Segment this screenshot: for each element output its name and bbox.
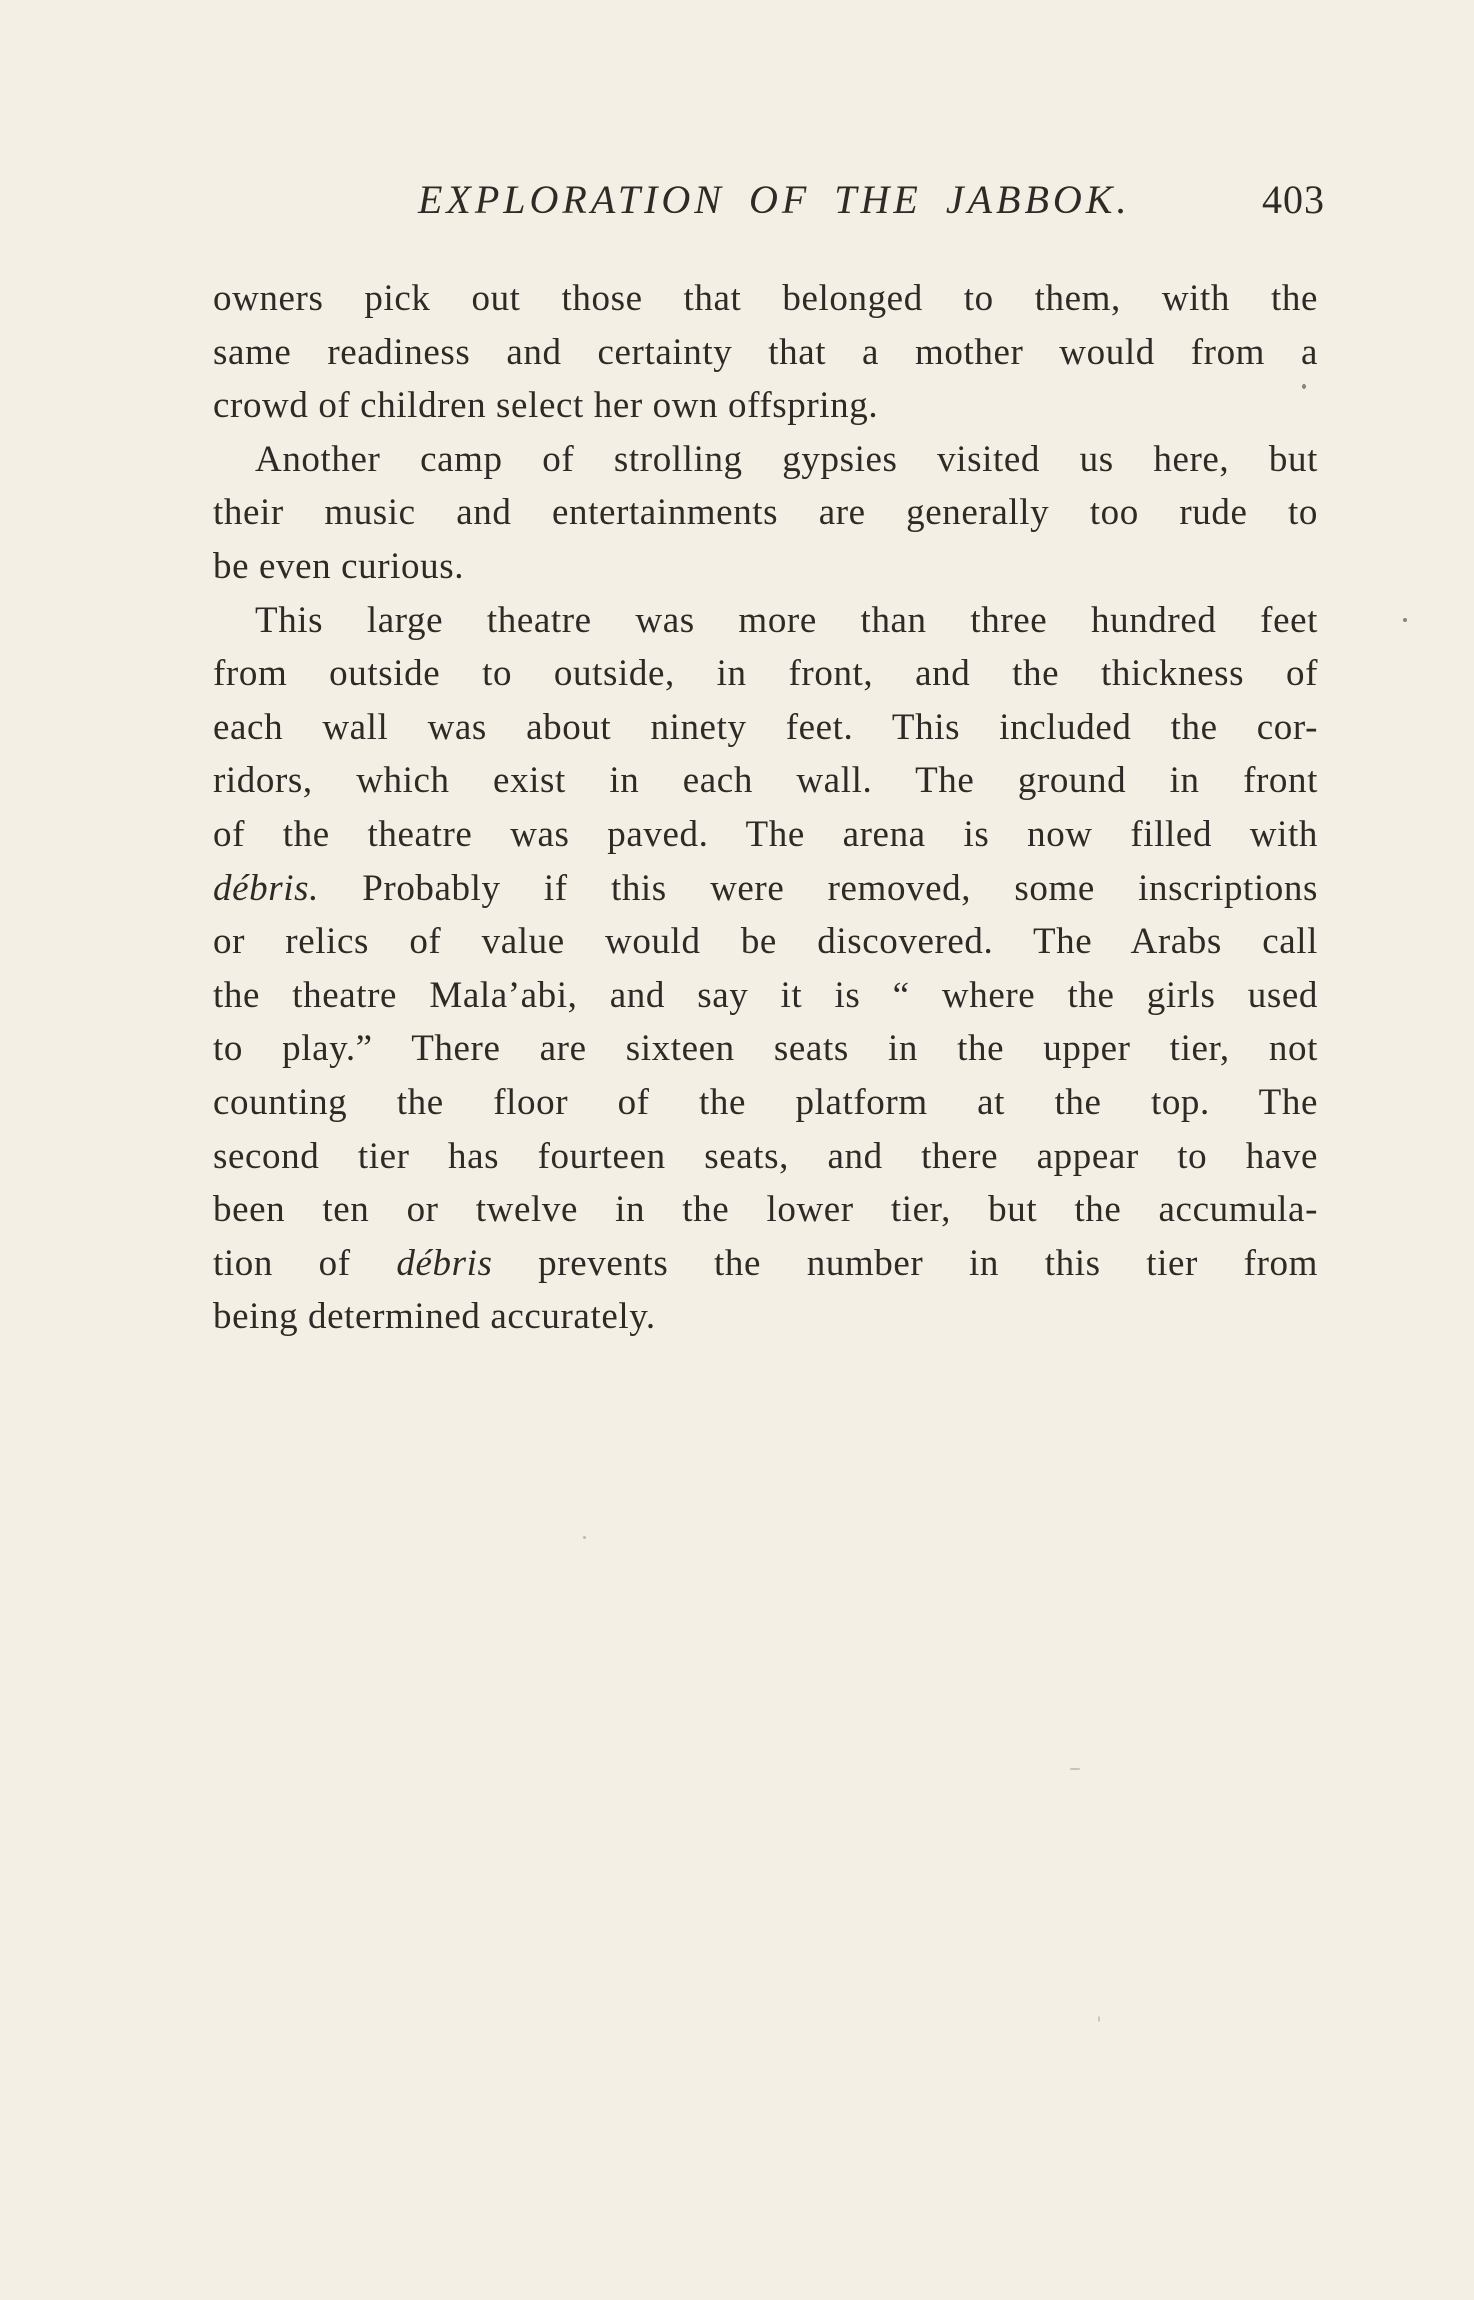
body-text [213,272,1318,1344]
italic-word: débris. [213,867,319,909]
text-line: This large theatre was more than three hundred feet [255,599,1318,641]
paper-speck [1070,1768,1080,1770]
text-line: each wall was about ninety feet. This included the cor- [213,706,1318,748]
paragraph-3 [213,594,1318,1344]
text-line: counting the floor of the platform at the top. The [213,1081,1318,1123]
text-line: being determined accurately. [213,1296,656,1338]
text-line: owners pick out those that belonged to them, with the [213,278,1318,319]
paper-speck [1403,618,1407,622]
text-line: be even curious. [213,545,465,587]
paper-speck [1098,2016,1100,2022]
text-line [213,1237,1318,1291]
page-header [213,176,1325,232]
text-line: of the theatre was paved. The arena is now filled with [213,813,1318,855]
text-run: Probably if this were removed, some inscriptions [318,867,1318,909]
italic-word: débris [396,1242,493,1284]
text-run: tion of [213,1242,397,1284]
text-line [213,862,1318,916]
paragraph-2 [213,433,1318,594]
text-line: Another camp of strolling gypsies visited us here, but [255,438,1318,480]
paper-speck [583,1536,586,1539]
text-line: been ten or twelve in the lower tier, but the accumula- [213,1189,1318,1231]
text-line: the theatre Mala’abi, and say it is “ where the girls used [213,974,1318,1016]
text-line: ridors, which exist in each wall. The ground in front [213,760,1318,802]
running-title: EXPLORATION OF THE JABBOK. [418,177,1131,222]
text-line: from outside to outside, in front, and the thickness of [213,653,1318,695]
text-line: their music and entertainments are generally too rude to [213,492,1318,534]
text-line: second tier has fourteen seats, and there appear to have [213,1135,1318,1177]
text-line: same readiness and certainty that a mother would from a [213,331,1318,373]
paragraph-1 [213,272,1318,433]
text-line: or relics of value would be discovered. The Arabs call [213,921,1318,963]
page-number: 403 [1262,177,1325,222]
text-line: crowd of children select her own offspring. [213,385,879,427]
text-line: to play.” There are sixteen seats in the upper tier, not [213,1028,1318,1070]
paper-speck [1302,384,1306,389]
text-run: prevents the number in this tier from [492,1242,1318,1284]
